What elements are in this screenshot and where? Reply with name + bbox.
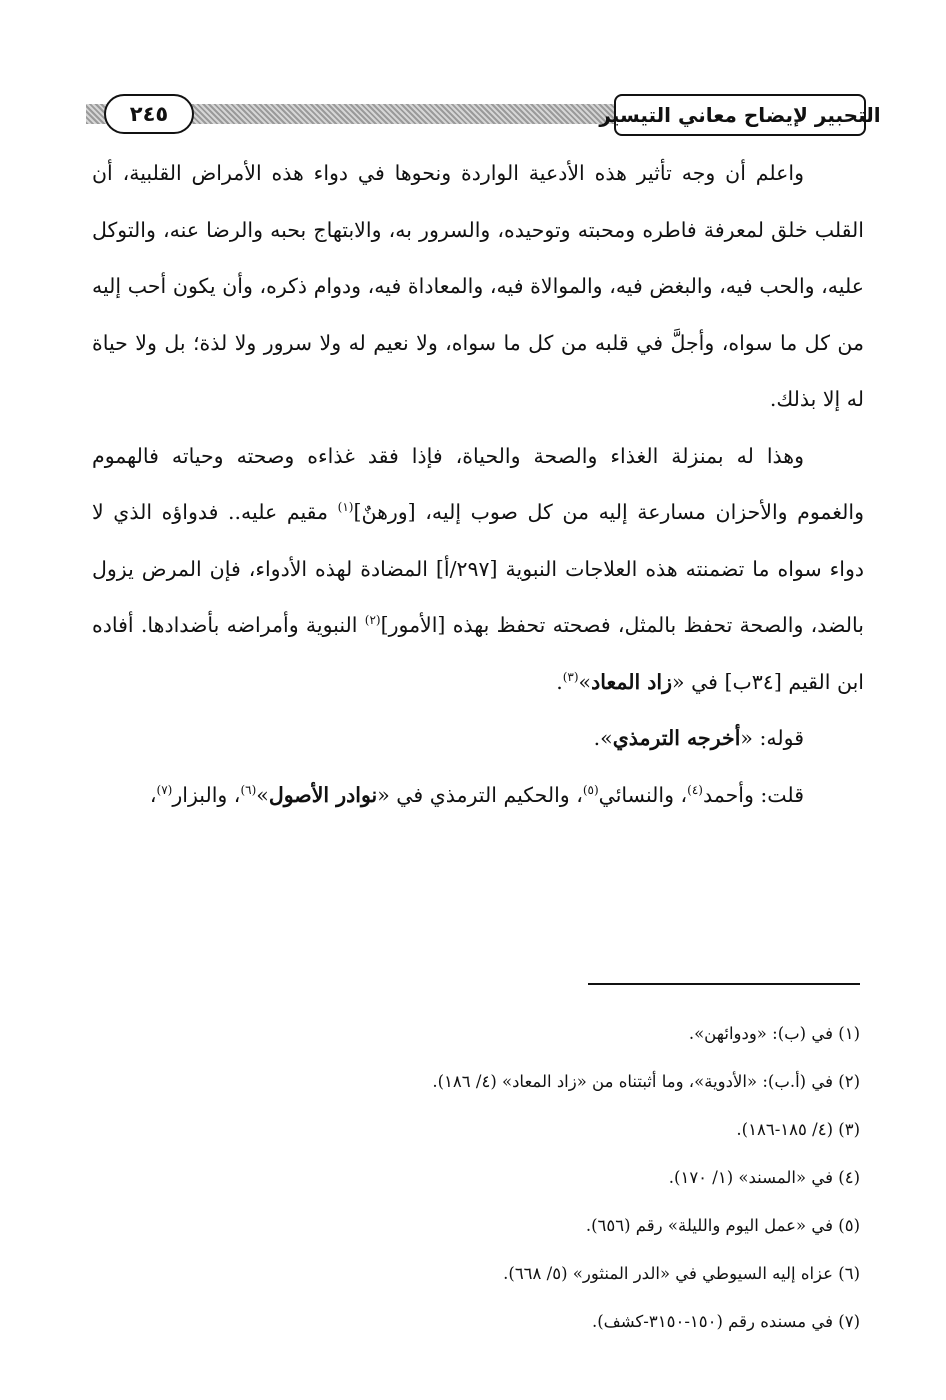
footnote-4: (٤) في «المسند» (١/ ١٧٠). <box>668 1168 860 1187</box>
footnotes-section <box>80 1010 860 1346</box>
main-text <box>92 145 864 823</box>
footnote-ref-3[interactable]: (٣) <box>562 669 579 684</box>
book-reference-nawadir: نوادر الأصول <box>268 782 378 807</box>
quoted-phrase: أخرجه الترمذي <box>612 726 741 750</box>
footnote-5: (٥) في «عمل اليوم والليلة» رقم (٦٥٦). <box>585 1216 860 1235</box>
paragraph-2-text-a: وهذا له بمنزلة الغذاء والصحة والحياة، فإذا فقد غذاءه وصحته وحياته فالهموم والغموم والأحزان مسارعة إليه من كل صوب إليه، [ورهنٌ] <box>92 443 864 524</box>
paragraph-4 <box>92 767 864 824</box>
paragraph-2-text-b: مقيم عليه.. فدواؤه الذي لا دواء سواه ما تضمنته هذه العلاجات النبوية [٢٩٧/أ] المضادة لهذه الأدواء، فإن المرض يزول بالضد، والصحة تحفظ بالمثل، فصحته تحفظ بهذه [الأمور] <box>92 500 865 637</box>
paragraph-4-text-d: » <box>256 782 269 807</box>
footnote-ref-2[interactable]: (٢) <box>364 613 381 628</box>
footnote-2: (٢) في (أ.ب): «الأدوية»، وما أثبتناه من «زاد المعاد» (٤/ ١٨٦). <box>432 1072 860 1091</box>
paragraph-4-text-f: ، <box>149 782 157 807</box>
paragraph-4-text-b: ، والنسائي <box>598 782 688 807</box>
footnote-ref-4[interactable]: (٤) <box>687 782 703 797</box>
paragraph-2-text-d: » <box>578 669 592 694</box>
paragraph-4-text-c: ، والحكيم الترمذي في « <box>377 782 583 807</box>
footnote-ref-1[interactable]: (١) <box>337 500 354 515</box>
paragraph-2 <box>92 428 864 711</box>
footnote-3: (٣) (٤/ ١٨٥-١٨٦). <box>736 1120 860 1139</box>
footnote-ref-5[interactable]: (٥) <box>582 782 599 797</box>
paragraph-4-text-e: ، والبزار <box>172 782 241 807</box>
paragraph-3-text-a: قوله: « <box>740 726 804 750</box>
footnote-6: (٦) عزاه إليه السيوطي في «الدر المنثور» (٥/ ٦٦٨). <box>503 1264 860 1283</box>
paragraph-3 <box>92 710 864 767</box>
book-title-box <box>599 94 881 136</box>
page-header <box>86 92 881 140</box>
page-number-badge <box>104 94 194 134</box>
paragraph-3-text-b: ». <box>593 726 613 750</box>
footnote-ref-7[interactable]: (٧) <box>156 782 173 797</box>
page-number: ٢٤٥ <box>129 102 169 126</box>
footnote-divider <box>588 983 860 985</box>
footnote-ref-6[interactable]: (٦) <box>240 782 257 797</box>
book-title: التحبير لإيضاح معاني التيسير <box>599 103 881 127</box>
book-reference-zad-al-maad: زاد المعاد <box>591 669 673 694</box>
paragraph-2-text-e: . <box>556 669 563 694</box>
paragraph-2-text-c: النبوية وأمراضه بأضدادها. أفاده ابن القيم [٣٤ب] في « <box>92 613 864 694</box>
footnote-1: (١) في (ب): «ودوائهن». <box>688 1024 860 1043</box>
paragraph-4-text-a: قلت: وأحمد <box>702 782 804 807</box>
paragraph-1: واعلم أن وجه تأثير هذه الأدعية الواردة ونحوها في دواء هذه الأمراض القلبية، أن القلب خلق لمعرفة فاطره ومحبته وتوحيده، والسرور به، والابتهاج بحبه والرضا عنه، والتوكل عليه، والحب فيه، والبغض فيه، والموالاة فيه، والمعاداة فيه، ودوام ذكره، وأن يكون أحب إليه من كل ما سواه، وأجلَّ في قلبه من كل ما سواه، ولا نعيم له ولا سرور ولا لذة؛ بل ولا حياة له إلا بذلك. <box>92 161 864 411</box>
footnote-7: (٧) في مسنده رقم (١٥٠-٣١٥٠-كشف). <box>591 1312 860 1331</box>
